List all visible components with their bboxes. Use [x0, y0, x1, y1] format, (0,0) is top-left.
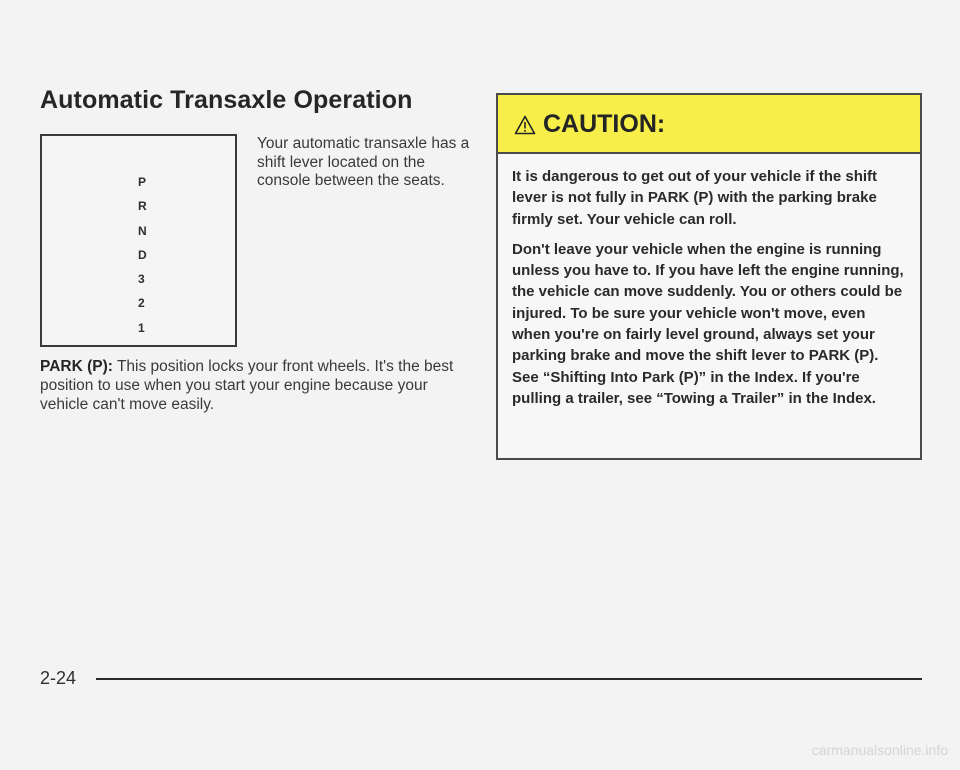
park-text: This position locks your front wheels. It's the best position to use when you start your engine because your vehicle can't move easily. [40, 358, 454, 413]
gear-position: N [138, 223, 147, 238]
gear-position: R [138, 199, 147, 214]
gear-position: 2 [138, 296, 145, 311]
warning-triangle-icon [514, 115, 536, 135]
page-number: 2-24 [40, 668, 77, 688]
watermark: carmanualsonline.info [811, 742, 948, 758]
footer-rule [96, 678, 922, 680]
caution-title [514, 110, 665, 139]
caution-box [496, 93, 922, 460]
gear-position: P [138, 175, 147, 189]
gear-position: 1 [138, 320, 145, 335]
caution-body [498, 154, 920, 409]
page-title: Automatic Transaxle Operation [40, 86, 413, 114]
gear-position: 3 [138, 272, 145, 287]
gear-position-list [138, 172, 147, 342]
intro-paragraph: Your automatic transaxle has a shift lever located on the console between the seats. [257, 135, 470, 189]
park-paragraph [40, 357, 472, 414]
caution-header [498, 95, 920, 154]
gear-position: D [138, 247, 147, 262]
caution-paragraph: It is dangerous to get out of your vehicle if the shift lever is not fully in PARK (P) with the parking brake firmly set. Your vehicle can roll. [512, 168, 878, 228]
caution-paragraph: Don't leave your vehicle when the engine is running unless you have to. If you have left the engine running, the vehicle can move suddenly. You or others could be injured. To be sure your vehicle won't move, even when you're on fairly level ground, always set your parking brake and move the shift lever to PARK (P). See “Shifting Into Park (P)” in the Index. If you're pulling a trailer, see “Towing a Trailer” in the Index. [512, 240, 904, 407]
park-label: PARK (P): [40, 358, 113, 375]
shift-lever-diagram [40, 134, 237, 347]
caution-label: CAUTION: [543, 110, 666, 138]
